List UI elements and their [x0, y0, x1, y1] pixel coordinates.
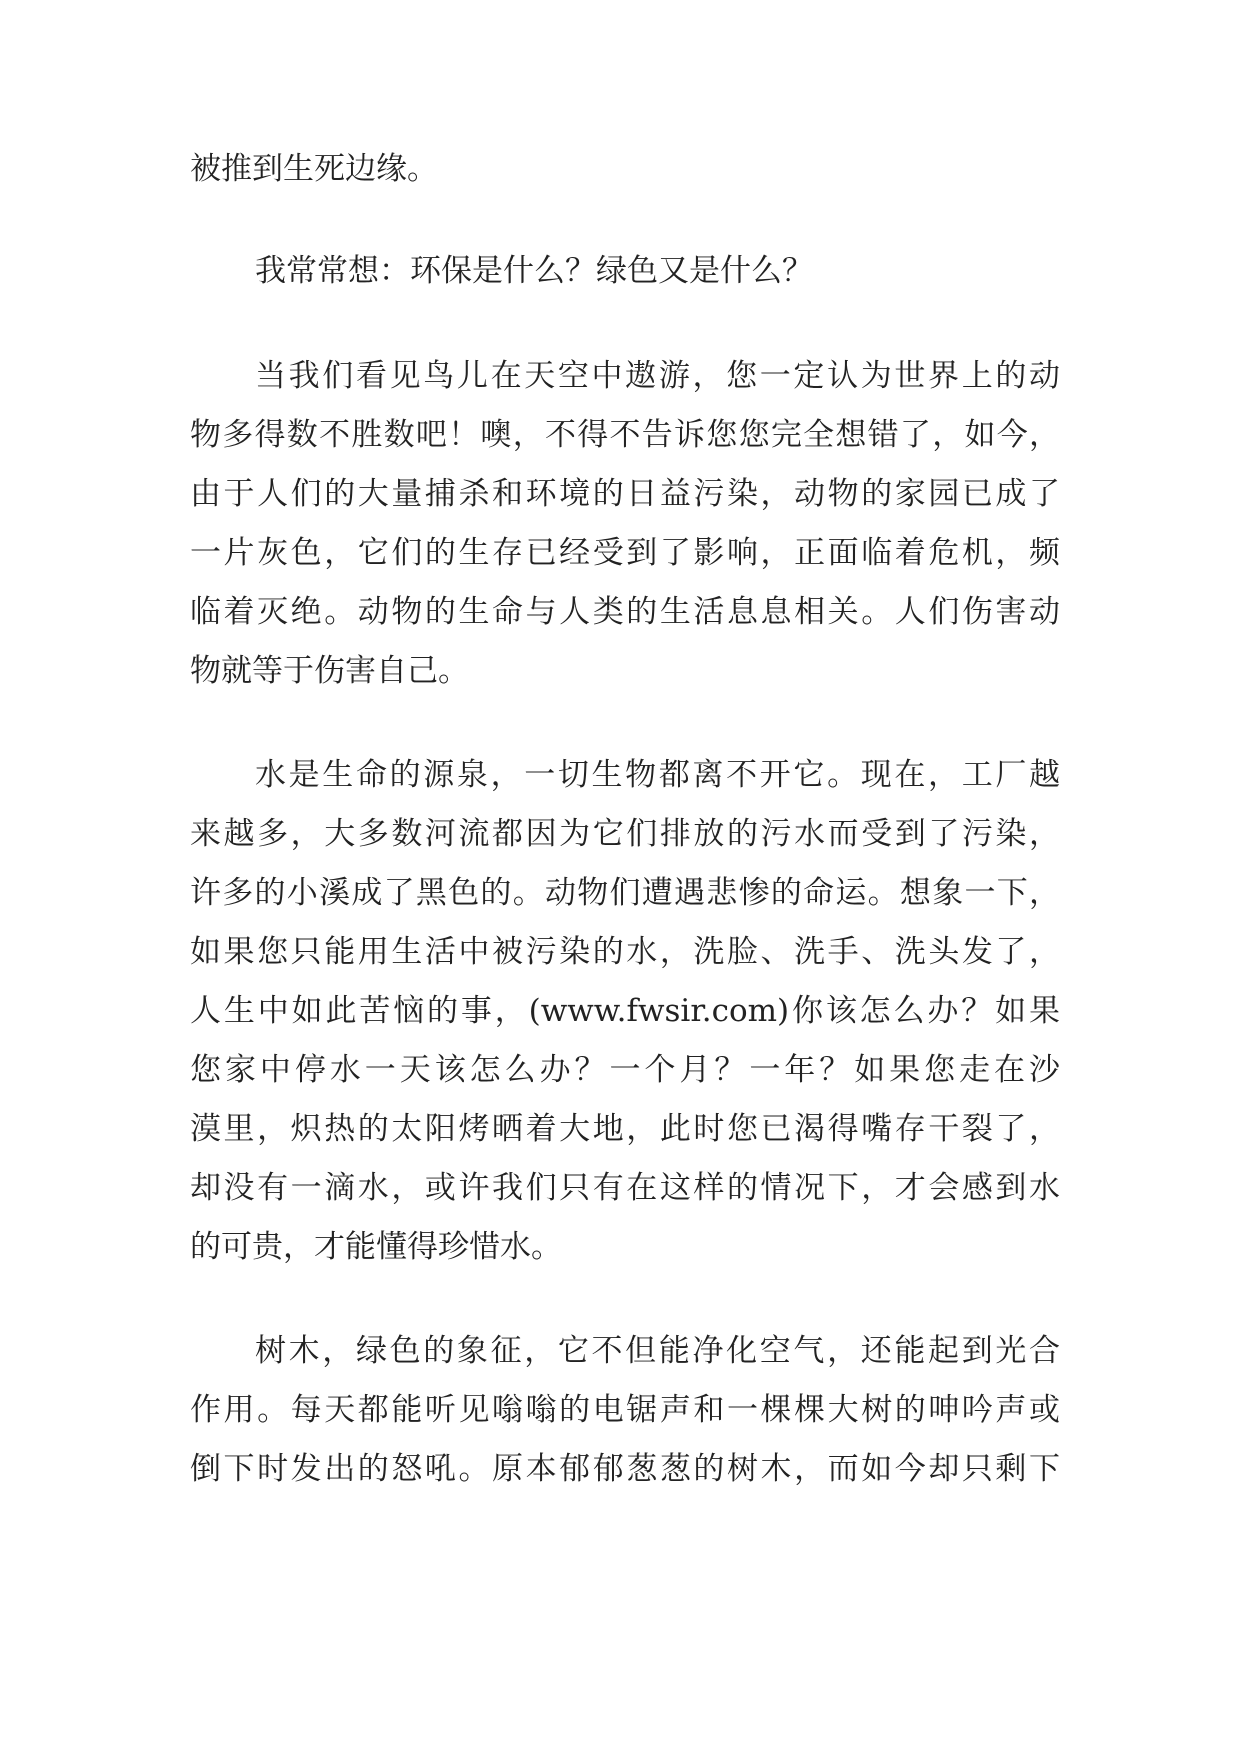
- text-line: 的可贵，才能懂得珍惜水。: [190, 1229, 562, 1265]
- text-line: 树木，绿色的象征，它不但能净化空气，还能起到光合: [255, 1333, 1060, 1369]
- text-line: 水是生命的源泉，一切生物都离不开它。现在，工厂越: [255, 757, 1060, 793]
- text-line: 倒下时发出的怒吼。原本郁郁葱葱的树木，而如今却只剩下: [190, 1451, 1060, 1487]
- text-line: 当我们看见鸟儿在天空中遨游，您一定认为世界上的动: [255, 358, 1060, 394]
- text-line: 却没有一滴水，或许我们只有在这样的情况下，才会感到水: [190, 1170, 1060, 1206]
- text-line: 许多的小溪成了黑色的。动物们遭遇悲惨的命运。想象一下，: [190, 875, 1060, 911]
- text-line: 物就等于伤害自己。: [190, 653, 469, 689]
- text-line: 临着灭绝。动物的生命与人类的生活息息相关。人们伤害动: [190, 594, 1060, 630]
- text-line: 物多得数不胜数吧！噢，不得不告诉您您完全想错了，如今，: [190, 417, 1060, 453]
- text-line: 人生中如此苦恼的事，(www.fwsir.com)你该怎么办？如果: [190, 993, 1060, 1029]
- text-line: 由于人们的大量捕杀和环境的日益污染，动物的家园已成了: [190, 476, 1060, 512]
- text-line: 我常常想：环保是什么？绿色又是什么？: [255, 253, 813, 289]
- text-line: 您家中停水一天该怎么办？一个月？一年？如果您走在沙: [190, 1052, 1060, 1088]
- text-line: 来越多，大多数河流都因为它们排放的污水而受到了污染，: [190, 816, 1060, 852]
- text-line: 被推到生死边缘。: [190, 151, 438, 187]
- text-line: 一片灰色，它们的生存已经受到了影响，正面临着危机，频: [190, 535, 1060, 571]
- text-line: 漠里，炽热的太阳烤晒着大地，此时您已渴得嘴存干裂了，: [190, 1111, 1060, 1147]
- text-line: 作用。每天都能听见嗡嗡的电锯声和一棵棵大树的呻吟声或: [190, 1392, 1060, 1428]
- text-line: 如果您只能用生活中被污染的水，洗脸、洗手、洗头发了，: [190, 934, 1060, 970]
